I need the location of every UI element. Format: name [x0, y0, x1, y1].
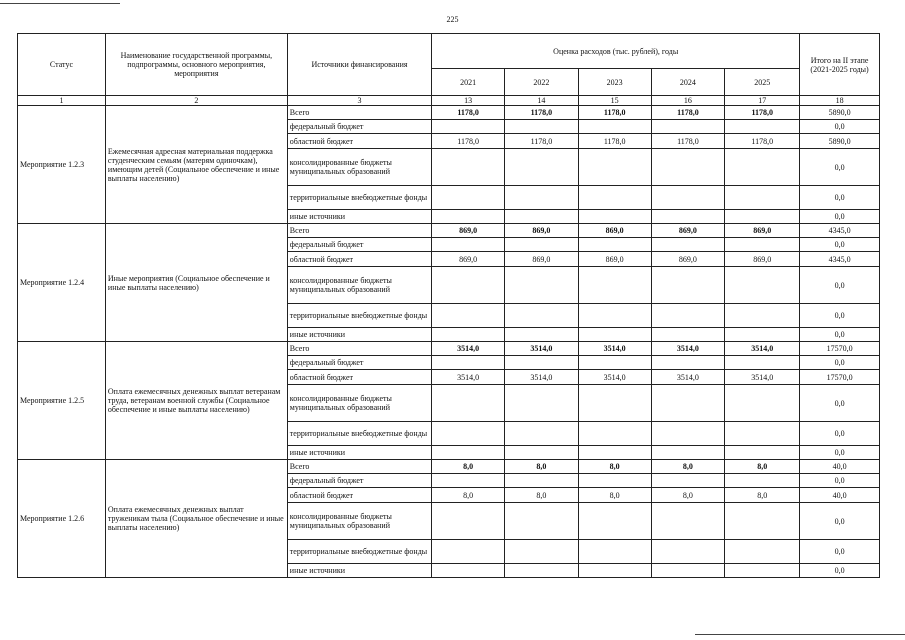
value-cell — [505, 120, 579, 134]
header-year: 2023 — [578, 69, 651, 96]
value-cell — [505, 210, 579, 224]
value-cell: 869,0 — [578, 224, 651, 238]
value-cell — [725, 267, 800, 304]
value-cell — [725, 238, 800, 252]
value-cell — [505, 238, 579, 252]
column-number: 2 — [105, 96, 287, 106]
value-cell — [505, 564, 579, 578]
value-cell — [578, 422, 651, 446]
program-name-cell: Ежемесячная адресная материальная поддержка студенческим семьям (матерям одиночкам), имеющим детей (Социальное обеспечение и иные выплаты населению) — [105, 106, 287, 224]
value-cell — [432, 474, 505, 488]
source-cell: иные источники — [287, 446, 432, 460]
value-cell: 1178,0 — [725, 134, 800, 149]
value-cell — [578, 120, 651, 134]
value-cell: 1178,0 — [651, 106, 725, 120]
total-cell: 5890,0 — [800, 134, 880, 149]
total-cell: 0,0 — [800, 267, 880, 304]
value-cell: 8,0 — [432, 488, 505, 503]
value-cell — [505, 304, 579, 328]
status-cell: Мероприятие 1.2.6 — [18, 460, 106, 578]
status-cell: Мероприятие 1.2.4 — [18, 224, 106, 342]
value-cell — [651, 503, 725, 540]
value-cell — [505, 503, 579, 540]
value-cell — [725, 422, 800, 446]
total-cell: 0,0 — [800, 356, 880, 370]
value-cell — [725, 446, 800, 460]
source-cell: Всего — [287, 106, 432, 120]
source-cell: Всего — [287, 342, 432, 356]
value-cell: 3514,0 — [725, 370, 800, 385]
total-cell: 0,0 — [800, 385, 880, 422]
value-cell — [578, 186, 651, 210]
total-cell: 0,0 — [800, 503, 880, 540]
value-cell — [505, 356, 579, 370]
value-cell — [651, 385, 725, 422]
value-cell — [651, 238, 725, 252]
value-cell — [505, 267, 579, 304]
value-cell — [505, 186, 579, 210]
value-cell — [651, 446, 725, 460]
value-cell: 8,0 — [578, 488, 651, 503]
value-cell: 1178,0 — [578, 134, 651, 149]
value-cell: 3514,0 — [725, 342, 800, 356]
source-cell: федеральный бюджет — [287, 238, 432, 252]
program-name-cell: Оплата ежемесячных денежных выплат труженикам тыла (Социальное обеспечение и иные выплаты населению) — [105, 460, 287, 578]
value-cell — [725, 356, 800, 370]
column-number: 1 — [18, 96, 106, 106]
value-cell: 1178,0 — [432, 106, 505, 120]
value-cell — [651, 120, 725, 134]
value-cell — [578, 503, 651, 540]
value-cell — [432, 328, 505, 342]
value-cell: 869,0 — [578, 252, 651, 267]
header-year: 2025 — [725, 69, 800, 96]
value-cell — [725, 503, 800, 540]
value-cell — [578, 328, 651, 342]
value-cell: 1178,0 — [432, 134, 505, 149]
value-cell: 8,0 — [432, 460, 505, 474]
value-cell — [505, 149, 579, 186]
source-cell: территориальные внебюджетные фонды — [287, 304, 432, 328]
value-cell — [578, 210, 651, 224]
value-cell — [651, 267, 725, 304]
value-cell — [578, 446, 651, 460]
value-cell — [432, 356, 505, 370]
table-row — [18, 460, 880, 474]
value-cell — [432, 149, 505, 186]
value-cell — [725, 564, 800, 578]
value-cell: 3514,0 — [578, 342, 651, 356]
column-number: 17 — [725, 96, 800, 106]
total-cell: 4345,0 — [800, 224, 880, 238]
value-cell — [725, 210, 800, 224]
value-cell — [578, 238, 651, 252]
value-cell: 3514,0 — [651, 342, 725, 356]
table-row — [18, 342, 880, 356]
total-cell: 0,0 — [800, 120, 880, 134]
value-cell: 869,0 — [651, 224, 725, 238]
value-cell: 1178,0 — [651, 134, 725, 149]
total-cell: 0,0 — [800, 422, 880, 446]
expenditure-table — [17, 33, 880, 578]
column-number: 18 — [800, 96, 880, 106]
value-cell — [578, 149, 651, 186]
value-cell: 3514,0 — [578, 370, 651, 385]
program-name-cell: Оплата ежемесячных денежных выплат ветеранам труда, ветеранам военной службы (Социальное обеспечение и иные выплаты населению) — [105, 342, 287, 460]
value-cell — [578, 474, 651, 488]
total-cell: 17570,0 — [800, 342, 880, 356]
source-cell: иные источники — [287, 564, 432, 578]
total-cell: 5890,0 — [800, 106, 880, 120]
value-cell: 1178,0 — [505, 106, 579, 120]
value-cell: 1178,0 — [578, 106, 651, 120]
status-cell: Мероприятие 1.2.5 — [18, 342, 106, 460]
source-cell: областной бюджет — [287, 134, 432, 149]
source-cell: территориальные внебюджетные фонды — [287, 422, 432, 446]
value-cell: 8,0 — [505, 488, 579, 503]
value-cell: 8,0 — [505, 460, 579, 474]
total-cell: 0,0 — [800, 540, 880, 564]
total-cell: 0,0 — [800, 238, 880, 252]
value-cell — [725, 385, 800, 422]
value-cell — [651, 149, 725, 186]
value-cell: 3514,0 — [651, 370, 725, 385]
value-cell: 869,0 — [432, 224, 505, 238]
value-cell — [725, 474, 800, 488]
header-year: 2022 — [505, 69, 579, 96]
value-cell — [432, 422, 505, 446]
header-year: 2021 — [432, 69, 505, 96]
column-number: 16 — [651, 96, 725, 106]
value-cell: 8,0 — [651, 460, 725, 474]
value-cell — [432, 564, 505, 578]
value-cell — [725, 186, 800, 210]
value-cell — [432, 540, 505, 564]
header-total: Итого на II этапе (2021-2025 годы) — [800, 34, 880, 96]
source-cell: федеральный бюджет — [287, 474, 432, 488]
table-row — [18, 106, 880, 120]
value-cell: 3514,0 — [505, 342, 579, 356]
value-cell — [651, 540, 725, 564]
value-cell: 3514,0 — [432, 342, 505, 356]
value-cell — [651, 328, 725, 342]
header-status: Статус — [18, 34, 106, 96]
total-cell: 0,0 — [800, 328, 880, 342]
total-cell: 0,0 — [800, 474, 880, 488]
table-body — [18, 106, 880, 578]
value-cell: 869,0 — [651, 252, 725, 267]
source-cell: иные источники — [287, 210, 432, 224]
value-cell — [651, 474, 725, 488]
total-cell: 40,0 — [800, 460, 880, 474]
value-cell — [578, 356, 651, 370]
source-cell: территориальные внебюджетные фонды — [287, 540, 432, 564]
source-cell: консолидированные бюджеты муниципальных образований — [287, 149, 432, 186]
header-program-name: Наименование государственной программы, подпрограммы, основного мероприятия, мероприятия — [105, 34, 287, 96]
value-cell — [725, 304, 800, 328]
value-cell — [578, 304, 651, 328]
value-cell: 8,0 — [578, 460, 651, 474]
column-number: 13 — [432, 96, 505, 106]
value-cell — [432, 446, 505, 460]
source-cell: консолидированные бюджеты муниципальных образований — [287, 385, 432, 422]
page-number: 225 — [446, 15, 459, 24]
header-year: 2024 — [651, 69, 725, 96]
value-cell: 869,0 — [505, 224, 579, 238]
value-cell — [432, 385, 505, 422]
value-cell: 869,0 — [505, 252, 579, 267]
value-cell — [651, 356, 725, 370]
value-cell — [651, 304, 725, 328]
status-cell: Мероприятие 1.2.3 — [18, 106, 106, 224]
total-cell: 40,0 — [800, 488, 880, 503]
value-cell — [432, 186, 505, 210]
total-cell: 0,0 — [800, 149, 880, 186]
column-number: 14 — [505, 96, 579, 106]
source-cell: консолидированные бюджеты муниципальных образований — [287, 267, 432, 304]
value-cell — [725, 149, 800, 186]
value-cell: 869,0 — [725, 224, 800, 238]
total-cell: 17570,0 — [800, 370, 880, 385]
value-cell — [578, 385, 651, 422]
value-cell — [578, 540, 651, 564]
value-cell — [578, 267, 651, 304]
total-cell: 0,0 — [800, 304, 880, 328]
value-cell: 8,0 — [651, 488, 725, 503]
value-cell: 8,0 — [725, 488, 800, 503]
column-number: 15 — [578, 96, 651, 106]
value-cell — [432, 120, 505, 134]
value-cell — [505, 540, 579, 564]
value-cell — [578, 564, 651, 578]
value-cell — [432, 238, 505, 252]
source-cell: Всего — [287, 460, 432, 474]
source-cell: областной бюджет — [287, 252, 432, 267]
total-cell: 0,0 — [800, 446, 880, 460]
value-cell — [505, 328, 579, 342]
value-cell — [505, 446, 579, 460]
value-cell — [651, 210, 725, 224]
value-cell — [725, 120, 800, 134]
value-cell — [505, 474, 579, 488]
value-cell — [432, 503, 505, 540]
total-cell: 0,0 — [800, 210, 880, 224]
table-row — [18, 224, 880, 238]
program-name-cell: Иные мероприятия (Социальное обеспечение и иные выплаты населению) — [105, 224, 287, 342]
source-cell: областной бюджет — [287, 488, 432, 503]
source-cell: иные источники — [287, 328, 432, 342]
source-cell: Всего — [287, 224, 432, 238]
value-cell: 8,0 — [725, 460, 800, 474]
value-cell: 3514,0 — [432, 370, 505, 385]
value-cell: 3514,0 — [505, 370, 579, 385]
source-cell: консолидированные бюджеты муниципальных образований — [287, 503, 432, 540]
value-cell — [432, 210, 505, 224]
value-cell — [505, 385, 579, 422]
value-cell — [505, 422, 579, 446]
source-cell: федеральный бюджет — [287, 356, 432, 370]
total-cell: 4345,0 — [800, 252, 880, 267]
value-cell — [651, 564, 725, 578]
source-cell: федеральный бюджет — [287, 120, 432, 134]
value-cell: 1178,0 — [505, 134, 579, 149]
header-estimate: Оценка расходов (тыс. рублей), годы — [432, 34, 800, 69]
value-cell — [432, 267, 505, 304]
value-cell: 1178,0 — [725, 106, 800, 120]
value-cell — [725, 540, 800, 564]
value-cell: 869,0 — [432, 252, 505, 267]
top-rule — [0, 3, 120, 4]
total-cell: 0,0 — [800, 186, 880, 210]
header-sources: Источники финансирования — [287, 34, 432, 96]
value-cell — [725, 328, 800, 342]
source-cell: областной бюджет — [287, 370, 432, 385]
value-cell: 869,0 — [725, 252, 800, 267]
source-cell: территориальные внебюджетные фонды — [287, 186, 432, 210]
value-cell — [651, 186, 725, 210]
column-number: 3 — [287, 96, 432, 106]
total-cell: 0,0 — [800, 564, 880, 578]
bottom-rule — [695, 634, 905, 635]
value-cell — [432, 304, 505, 328]
value-cell — [651, 422, 725, 446]
